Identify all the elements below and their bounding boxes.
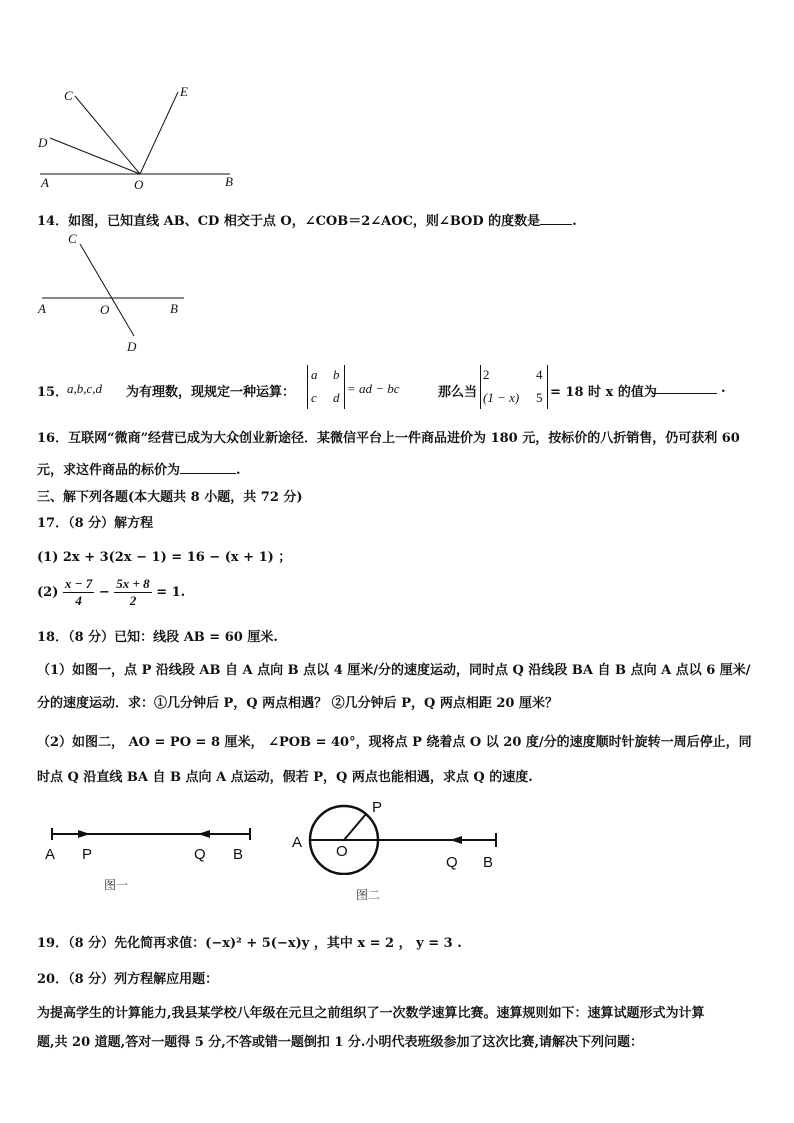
det2-c: (1 − x) (483, 390, 520, 405)
det2-b: 4 (536, 367, 543, 382)
det1-c: c (311, 390, 317, 405)
q15-text1: 为有理数，现规定一种运算： (126, 385, 296, 400)
question-19: 19．（8 分）先化简再求值：(−x)² + 5(−x)y ，其中 x = 2 ， y = 3 . (37, 936, 462, 951)
det1-b: b (333, 367, 340, 382)
fig2-label-B: B (483, 854, 494, 871)
q17-part2 (37, 576, 185, 609)
fig1-label-P: P (82, 846, 93, 863)
q18-p1-line2: 分的速度运动．求：①几分钟后 P，Q 两点相遇？ ②几分钟后 P，Q 两点相距 20 厘米？ (37, 696, 558, 711)
q14-label-C: C (68, 231, 77, 246)
q17-den2: 2 (129, 593, 137, 608)
q17-part1: (1) 2x + 3(2x − 1) = 16 − (x + 1) ； (37, 550, 292, 565)
label-C: C (64, 88, 73, 103)
q18-p1-line1: （1）如图一，点 P 沿线段 AB 自 A 点向 B 点以 4 厘米/分的速度运动，同时点 Q 沿线段 BA 自 B 点向 A 点以 6 厘米/ (37, 663, 751, 678)
det2-a: 2 (483, 367, 490, 382)
label-O: O (134, 177, 144, 192)
figure-2 (300, 795, 510, 875)
q15-number: 15． (37, 385, 69, 400)
q14-text: 如图，已知直线 AB、CD 相交于点 O，∠COB＝2∠AOC，则∠BOD 的度数是 (68, 214, 541, 229)
fig1-caption: 图一 (104, 878, 129, 892)
label-D: D (38, 135, 48, 150)
q14-label-A: A (38, 301, 46, 316)
q18-p2-line2: 时点 Q 沿直线 BA 自 B 点向 A 点运动，假若 P，Q 两点也能相遇，求点 Q 的速度. (37, 770, 533, 785)
q20-line2: 题,共 20 道题,答对一题得 5 分,不答或错一题倒扣 1 分.小明代表班级参加了这次比赛,请解决下列问题： (37, 1035, 643, 1050)
fig2-label-P: P (372, 799, 383, 816)
q14-label-B: B (170, 301, 178, 316)
q15-text2: 那么当 (438, 385, 478, 400)
q17-p2-label: (2) (37, 585, 59, 600)
q17-rhs: = 1. (156, 585, 186, 600)
det1-a: a (311, 367, 318, 382)
fig1-label-Q: Q (194, 846, 206, 863)
fig2-caption: 图二 (356, 888, 381, 902)
q17-minus: − (98, 585, 110, 600)
label-A: A (41, 175, 49, 190)
q14-number: 14． (37, 214, 69, 229)
fig2-label-O: O (336, 843, 348, 860)
q18-heading: 18．（8 分）已知：线段 AB = 60 厘米. (37, 630, 278, 645)
q17-den1: 4 (75, 593, 82, 608)
label-E: E (180, 84, 188, 99)
q15-rhs1: = ad − bc (347, 381, 400, 396)
q20-line1: 为提高学生的计算能力,我县某学校八年级在元旦之前组织了一次数学速算比赛。速算规则如下：速算试题形式为计算 (37, 1006, 705, 1021)
det1-d: d (333, 390, 340, 405)
q15-vars: a,b,c,d (67, 381, 103, 396)
q17-num1: x − 7 (64, 576, 93, 591)
q14-label-D: D (127, 339, 137, 354)
q16-line1: 16．互联网“微商”经营已成为大众创业新途径．某微信平台上一件商品进价为 180 元，按标价的八折销售，仍可获利 60 (37, 431, 740, 446)
q14-label-O: O (100, 302, 110, 317)
det2-d: 5 (536, 390, 543, 405)
q15-end: . (721, 381, 726, 396)
fig2-label-Q: Q (446, 854, 458, 871)
q14-end: . (572, 214, 577, 229)
fig2-label-A: A (292, 834, 303, 851)
question-16-line2 (37, 459, 241, 478)
q16-line2: 元，求这件商品的标价为 (37, 463, 181, 478)
intersecting-lines-figure (36, 230, 196, 350)
q14-answer-blank[interactable] (540, 212, 572, 225)
q17-fraction-1 (63, 576, 94, 609)
fig1-label-B: B (233, 846, 244, 863)
q17-num2: 5x + 8 (116, 576, 150, 591)
q17-heading: 17．（8 分）解方程 (37, 516, 154, 531)
question-14 (37, 210, 577, 229)
q20-heading: 20．（8 分）列方程解应用题： (37, 972, 219, 987)
q18-p2-line1: （2）如图二， AO = PO = 8 厘米， ∠POB = 40°，现将点 P 绕着点 O 以 20 度/分的速度顺时针旋转一周后停止，同 (37, 735, 752, 750)
q17-fraction-2 (114, 576, 151, 609)
fig1-label-A: A (45, 846, 56, 863)
q16-end: . (236, 463, 241, 478)
q15-answer-blank[interactable] (653, 381, 717, 394)
label-B: B (225, 174, 233, 189)
q16-answer-blank[interactable] (180, 461, 236, 474)
section-3-heading: 三、解下列各题(本大题共 8 小题，共 72 分) (37, 490, 303, 505)
q15-rhs2: = 18 时 x 的值为 (550, 385, 657, 400)
